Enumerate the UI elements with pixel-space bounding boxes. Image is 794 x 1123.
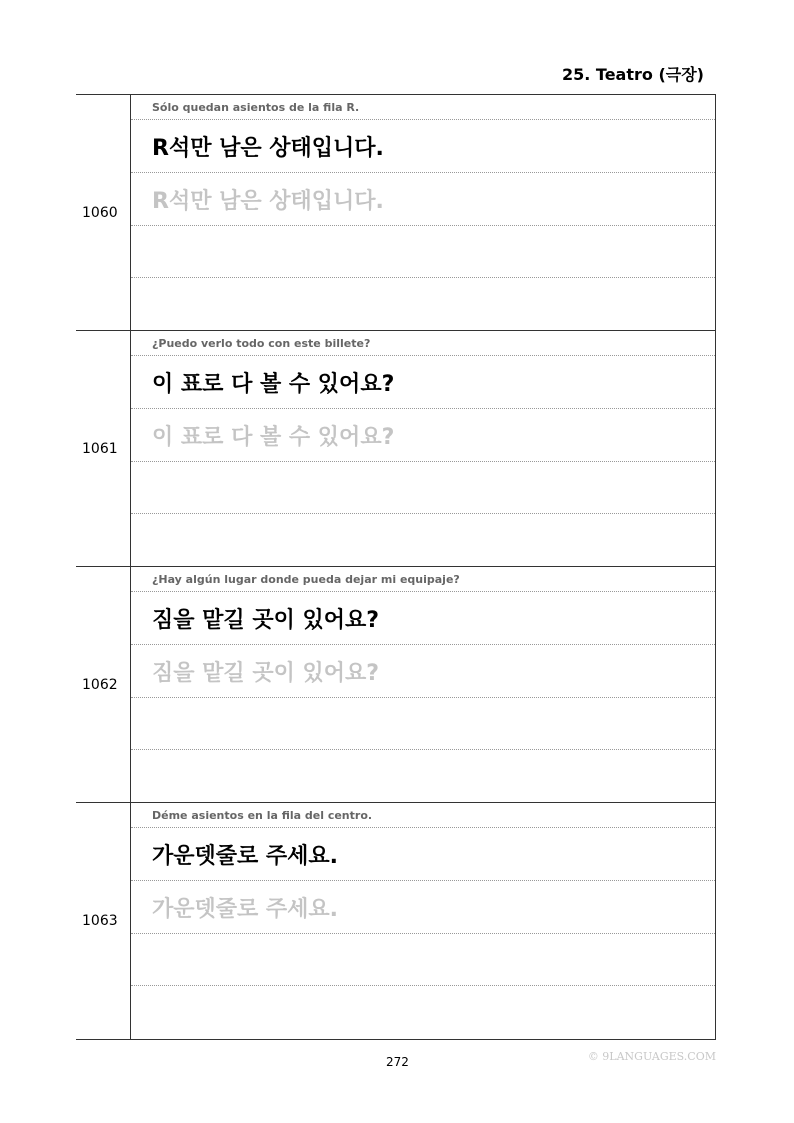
phrase-entry: [76, 330, 716, 566]
phrase-table: [76, 94, 716, 1040]
phrase-entry: [76, 802, 716, 1039]
entry-number-cell: [76, 331, 131, 566]
practice-line: [131, 514, 715, 566]
entry-number: 1063: [82, 913, 118, 929]
entry-number-cell: [76, 803, 131, 1039]
practice-line: [131, 934, 715, 986]
entry-number-cell: [76, 95, 131, 330]
spanish-sentence: Sólo quedan asientos de la fila R.: [131, 95, 715, 120]
korean-trace-sentence: 짐을 맡길 곳이 있어요?: [131, 645, 715, 698]
practice-line: [131, 698, 715, 750]
copyright-notice: © 9LANGUAGES.COM: [587, 1050, 716, 1063]
practice-line: [131, 986, 715, 1038]
korean-sentence: 짐을 맡길 곳이 있어요?: [131, 592, 715, 645]
entry-content: [131, 95, 716, 330]
entry-number-cell: [76, 567, 131, 802]
practice-line: [131, 226, 715, 278]
entry-content: [131, 331, 716, 566]
page-number: 272: [386, 1055, 409, 1069]
phrase-entry: [76, 94, 716, 330]
entry-number: 1061: [82, 441, 118, 457]
spanish-sentence: Déme asientos en la fila del centro.: [131, 803, 715, 828]
practice-line: [131, 462, 715, 514]
page-title: 25. Teatro (극장): [562, 65, 704, 84]
korean-sentence: R석만 남은 상태입니다.: [131, 120, 715, 173]
entry-content: [131, 567, 716, 802]
practice-line: [131, 278, 715, 330]
korean-trace-sentence: 가운뎃줄로 주세요.: [131, 881, 715, 934]
entry-content: [131, 803, 716, 1039]
spanish-sentence: ¿Hay algún lugar donde pueda dejar mi equipaje?: [131, 567, 715, 592]
korean-sentence: 이 표로 다 볼 수 있어요?: [131, 356, 715, 409]
entry-number: 1062: [82, 677, 118, 693]
spanish-sentence: ¿Puedo verlo todo con este billete?: [131, 331, 715, 356]
entry-number: 1060: [82, 205, 118, 221]
korean-sentence: 가운뎃줄로 주세요.: [131, 828, 715, 881]
practice-line: [131, 750, 715, 802]
korean-trace-sentence: 이 표로 다 볼 수 있어요?: [131, 409, 715, 462]
phrase-entry: [76, 566, 716, 802]
korean-trace-sentence: R석만 남은 상태입니다.: [131, 173, 715, 226]
